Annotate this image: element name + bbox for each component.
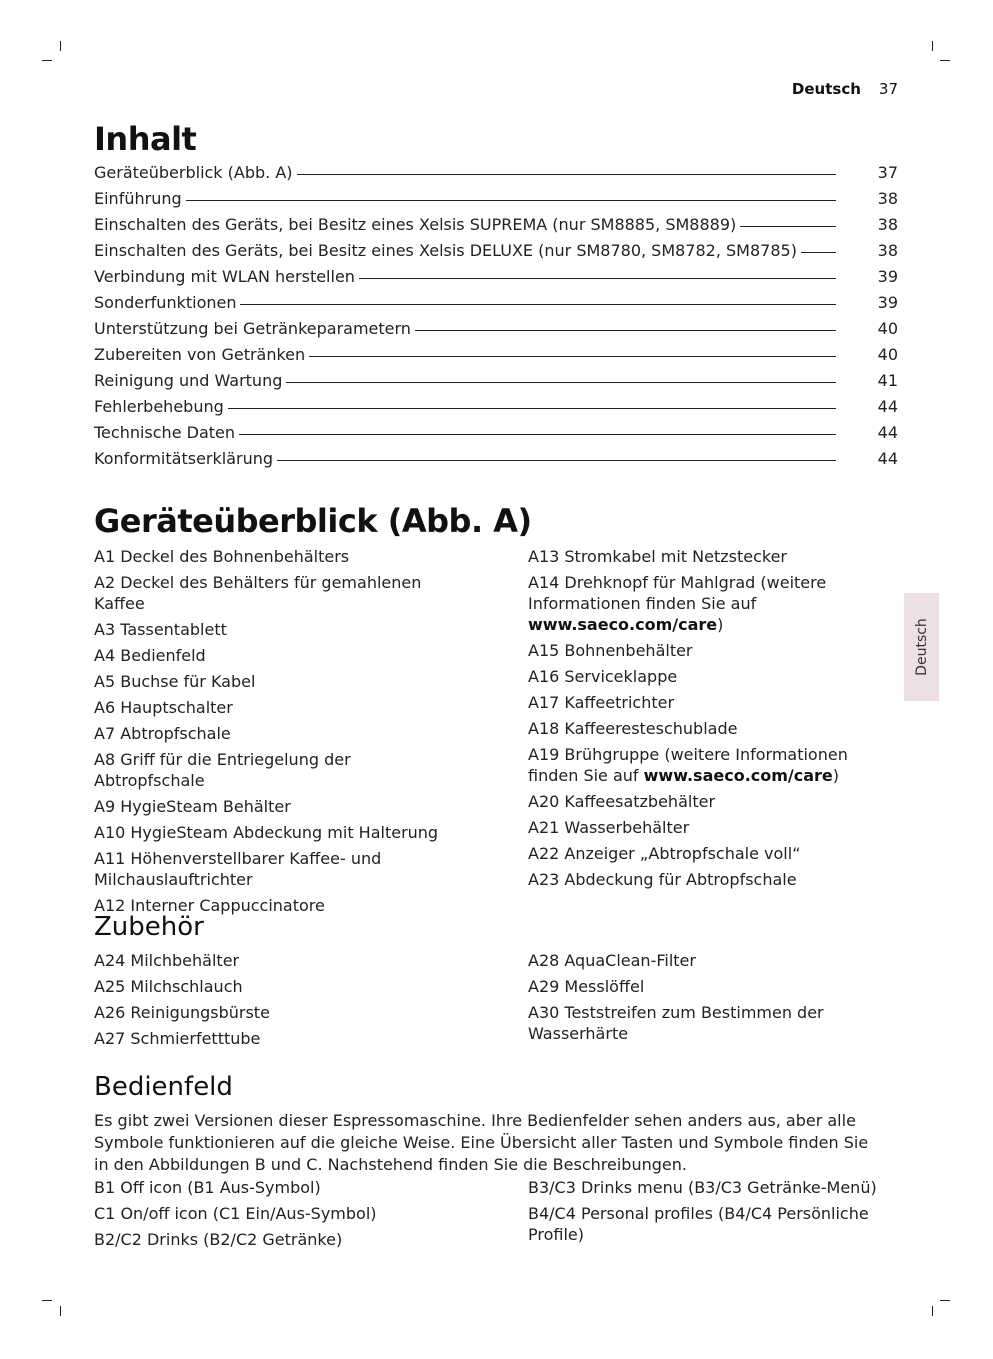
toc-entry: [94, 371, 898, 397]
side-tab-label: Deutsch: [913, 618, 930, 676]
toc-leader-line: [186, 200, 836, 201]
list-item: B4/C4 Personal profiles (B4/C4 Persönliche Profile): [528, 1204, 869, 1244]
accessories-right-list: [528, 950, 898, 1049]
list-item: B2/C2 Drinks (B2/C2 Getränke): [94, 1230, 343, 1249]
toc-leader-line: [801, 252, 836, 253]
list-item: B1 Off icon (B1 Aus-Symbol): [94, 1178, 321, 1197]
toc-entry-page: 38: [877, 241, 898, 260]
toc-entry: [94, 319, 898, 345]
list-item: [528, 718, 898, 739]
toc-entry: [94, 293, 898, 319]
header-language: Deutsch: [791, 80, 861, 98]
crop-mark: [42, 1300, 52, 1301]
list-item-text-end: ): [832, 766, 840, 785]
toc-entry-page: 39: [877, 267, 898, 286]
toc-entry-text: Einschalten des Geräts, bei Besitz eines Xelsis SUPREMA (nur SM8885, SM8889): [94, 215, 737, 234]
list-item-text: A13 Stromkabel mit Netzstecker: [528, 547, 787, 566]
list-item: A6 Hauptschalter: [94, 698, 233, 717]
toc-entry-page: 44: [877, 423, 898, 442]
list-item: A12 Interner Cappuccinatore: [94, 896, 325, 915]
language-side-tab: [904, 593, 939, 701]
table-of-contents: [94, 163, 898, 475]
list-item-text: A17 Kaffeetrichter: [528, 693, 675, 712]
control-panel-right-list: [528, 1177, 898, 1250]
toc-entry-page: 40: [877, 319, 898, 338]
crop-mark: [60, 41, 61, 51]
toc-entry-text: Verbindung mit WLAN herstellen: [94, 267, 355, 286]
toc-entry-page: 40: [877, 345, 898, 364]
list-item: A5 Buchse für Kabel: [94, 672, 256, 691]
list-item: A11 Höhenverstellbarer Kaffee- und Milchauslauftrichter: [94, 849, 382, 889]
list-item-text: A20 Kaffeesatzbehälter: [528, 792, 716, 811]
overview-right-list: [528, 546, 898, 895]
list-item: A8 Griff für die Entriegelung der Abtropfschale: [94, 750, 351, 790]
list-item: A10 HygieSteam Abdeckung mit Halterung: [94, 823, 439, 842]
toc-leader-line: [277, 460, 836, 461]
overview-left-list: [94, 546, 464, 921]
list-item: A24 Milchbehälter: [94, 951, 240, 970]
list-item-text-end: ): [717, 615, 724, 634]
list-item: A28 AquaClean-Filter: [528, 951, 696, 970]
list-item-text: A19 Brühgruppe (weitere Informationen finden Sie auf: [528, 745, 848, 785]
toc-entry-page: 38: [877, 189, 898, 208]
toc-entry-page: 37: [877, 163, 898, 182]
toc-entry: [94, 163, 898, 189]
toc-entry-page: 44: [877, 449, 898, 468]
accessories-left-list: [94, 950, 464, 1054]
crop-mark: [60, 1306, 61, 1316]
list-item: A25 Milchschlauch: [94, 977, 243, 996]
toc-entry-text: Fehlerbehebung: [94, 397, 224, 416]
toc-entry: [94, 397, 898, 423]
list-item: [528, 546, 898, 567]
toc-entry-text: Zubereiten von Getränken: [94, 345, 306, 364]
toc-entry-page: 44: [877, 397, 898, 416]
toc-leader-line: [740, 226, 836, 227]
list-item: A2 Deckel des Behälters für gemahlenen Kaffee: [94, 573, 422, 613]
toc-entry-text: Sonderfunktionen: [94, 293, 237, 312]
crop-mark: [940, 1300, 950, 1301]
toc-leader-line: [415, 330, 836, 331]
list-item-text: A18 Kaffeeresteschublade: [528, 719, 738, 738]
list-item-text: A16 Serviceklappe: [528, 667, 678, 686]
toc-entry-text: Konformitätserklärung: [94, 449, 274, 468]
toc-leader-line: [239, 434, 836, 435]
toc-leader-line: [228, 408, 836, 409]
list-item: [528, 869, 898, 890]
toc-leader-line: [297, 174, 836, 175]
toc-entry-text: Technische Daten: [94, 423, 236, 442]
list-item-text: A14 Drehknopf für Mahlgrad (weitere Informationen finden Sie auf: [528, 573, 827, 613]
list-item: A27 Schmierfetttube: [94, 1029, 261, 1048]
toc-leader-line: [359, 278, 836, 279]
toc-entry: [94, 449, 898, 475]
list-item: A1 Deckel des Bohnenbehälters: [94, 547, 350, 566]
list-item: [528, 666, 898, 687]
page-header: [792, 80, 898, 98]
crop-mark: [940, 60, 950, 61]
toc-entry: [94, 189, 898, 215]
control-panel-title: Bedienfeld: [94, 1072, 233, 1102]
list-item: A4 Bedienfeld: [94, 646, 206, 665]
list-item: C1 On/off icon (C1 Ein/Aus-Symbol): [94, 1204, 377, 1223]
toc-entry-text: Einführung: [94, 189, 182, 208]
website-link: www.saeco.com/care: [643, 766, 833, 785]
list-item: B3/C3 Drinks menu (B3/C3 Getränke-Menü): [528, 1178, 877, 1197]
crop-mark: [932, 41, 933, 51]
toc-title: Inhalt: [94, 120, 197, 158]
toc-entry: [94, 241, 898, 267]
list-item: A29 Messlöffel: [528, 977, 645, 996]
list-item-text: A15 Bohnenbehälter: [528, 641, 693, 660]
list-item-text: A21 Wasserbehälter: [528, 818, 690, 837]
list-item: [528, 744, 898, 786]
crop-mark: [932, 1306, 933, 1316]
toc-entry: [94, 423, 898, 449]
toc-leader-line: [240, 304, 836, 305]
list-item: [528, 692, 898, 713]
toc-entry-page: 39: [877, 293, 898, 312]
toc-entry: [94, 215, 898, 241]
control-panel-left-list: [94, 1177, 464, 1255]
list-item: [528, 572, 898, 635]
list-item: A26 Reinigungsbürste: [94, 1003, 270, 1022]
control-panel-intro: Es gibt zwei Versionen dieser Espressomaschine. Ihre Bedienfelder sehen anders aus, aber alle Symbole funktionieren auf die gleiche Weise. Eine Übersicht aller Tasten und Symbole finden Sie in den Abbildungen B und C. Nachstehend finden Sie die Beschreibungen.: [94, 1111, 869, 1174]
list-item: [528, 791, 898, 812]
toc-entry-text: Unterstützung bei Getränkeparametern: [94, 319, 411, 338]
list-item: A3 Tassentablett: [94, 620, 227, 639]
accessories-title: Zubehör: [94, 912, 204, 942]
toc-entry-text: Einschalten des Geräts, bei Besitz eines Xelsis DELUXE (nur SM8780, SM8782, SM8785): [94, 241, 797, 260]
crop-mark: [42, 60, 52, 61]
list-item: A7 Abtropfschale: [94, 724, 231, 743]
toc-leader-line: [309, 356, 836, 357]
toc-entry: [94, 345, 898, 371]
page-number: 37: [878, 80, 898, 98]
toc-entry-text: Geräteüberblick (Abb. A): [94, 163, 293, 182]
toc-leader-line: [286, 382, 836, 383]
list-item: A30 Teststreifen zum Bestimmen der Wasserhärte: [528, 1003, 824, 1043]
toc-entry: [94, 267, 898, 293]
list-item: A9 HygieSteam Behälter: [94, 797, 291, 816]
list-item: [528, 843, 898, 864]
overview-title: Geräteüberblick (Abb. A): [94, 502, 532, 540]
toc-entry-page: 41: [877, 371, 898, 390]
website-link: www.saeco.com/care: [528, 615, 718, 634]
toc-entry-text: Reinigung und Wartung: [94, 371, 283, 390]
list-item-text: A23 Abdeckung für Abtropfschale: [528, 870, 797, 889]
toc-entry-page: 38: [877, 215, 898, 234]
list-item: [528, 640, 898, 661]
list-item-text: A22 Anzeiger „Abtropfschale voll“: [528, 844, 801, 863]
list-item: [528, 817, 898, 838]
